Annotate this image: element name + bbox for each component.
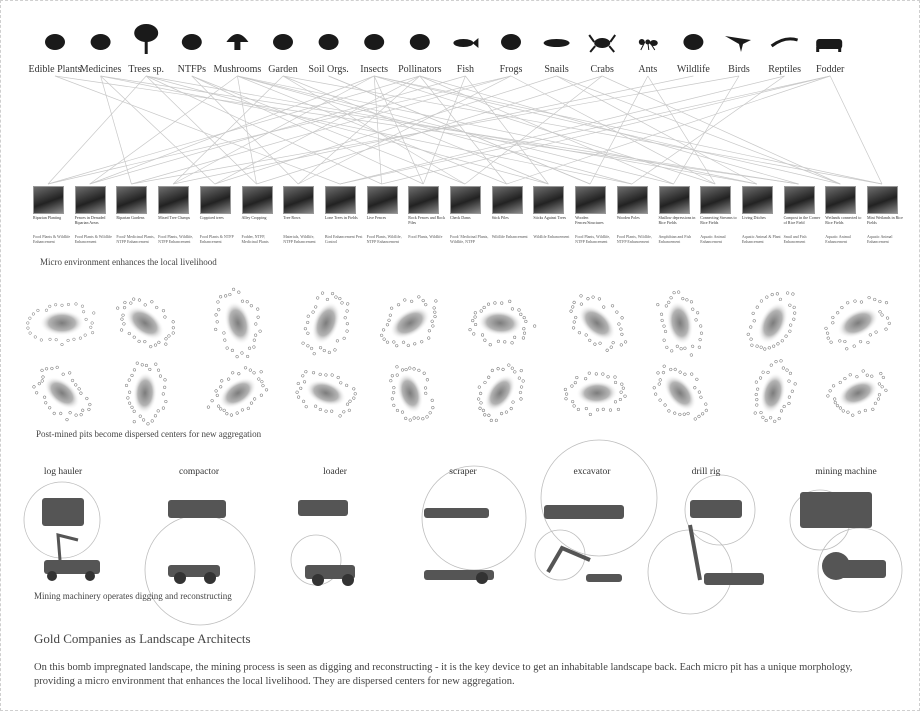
category-label: Frogs [499, 64, 523, 75]
machine-label: excavator [573, 467, 611, 477]
soil-organism-icon [319, 34, 339, 50]
micro-env-caption: Micro environment enhances the local livelihood [40, 257, 217, 267]
pit-blob [381, 357, 440, 427]
category-label: Edible Plants [28, 64, 82, 75]
ant-icon [639, 39, 658, 50]
environment-benefit: Wildlife Enhancement [491, 234, 528, 239]
machine-silhouette [168, 500, 226, 518]
environment-title: Wooden Poles [616, 215, 640, 220]
fish-icon [453, 38, 478, 48]
machine-label: scraper [449, 467, 477, 477]
pit-blob [466, 355, 536, 430]
environment-benefit: Food Plants & Wildlife Enhancement [33, 234, 71, 244]
machine-silhouette [544, 505, 624, 519]
environment-title: Fences in Denuded Riparian Areas [74, 215, 106, 225]
environment-benefit: Snail and Fish Enhancement [783, 234, 807, 244]
pit-blob [24, 356, 101, 430]
category-label: Wildlife [676, 64, 710, 75]
environment-title: Sticks Against Trees [533, 215, 567, 220]
environment-photo [200, 186, 231, 214]
machine-silhouette [305, 565, 355, 586]
pit-blob [27, 303, 96, 346]
frog-icon [501, 34, 521, 50]
environment-photo [492, 186, 523, 214]
environment-title: Wetlands connected to Rice Fields [825, 215, 862, 225]
pit-blob [739, 280, 807, 359]
category-label: Insects [360, 64, 389, 75]
environment-photo [158, 186, 189, 214]
environment-title: Stick Piles [491, 215, 509, 220]
description-paragraph: On this bomb impregnated landscape, the mining process is seen as digging and reconstructing - it is the key device to get an inhabitable landscape back. Each micro pit has a unique morphology, providing a micro environment that enhances the local livelihood. They are dispersed centers for new aggregation. [34, 662, 853, 687]
environment-title: Rock Fences and Rock Piles [408, 215, 446, 225]
category-label: Pollinators [398, 64, 442, 75]
environment-benefit: Food/ Medicinal Plants, Wildlife, NTFP [450, 234, 489, 244]
environment-title: Check Dams [450, 215, 471, 220]
environment-photo [575, 186, 606, 214]
environment-title: Living Ditches [741, 215, 766, 220]
machine-label: log hauler [43, 467, 83, 477]
operating-radius [648, 530, 732, 614]
machine-silhouette [42, 498, 84, 526]
environment-benefit: Wildlife Enhancement [533, 234, 570, 239]
category-label: Birds [728, 64, 750, 75]
reptile-icon [772, 39, 798, 46]
machine-label: drill rig [691, 467, 721, 477]
pit-blob [123, 361, 169, 426]
category-label: Snails [544, 64, 569, 75]
category-label: Fodder [816, 64, 845, 75]
machine-label: loader [323, 467, 347, 477]
garden-icon [273, 34, 293, 50]
environment-benefit: Food/ Medicinal Plants, NTFP Enhancement [116, 234, 155, 244]
environment-photo [700, 186, 731, 214]
environment-photo [283, 186, 314, 214]
machine-silhouette [800, 492, 872, 528]
machine-silhouette [424, 508, 489, 518]
machine-label: compactor [178, 467, 220, 477]
environment-photo [116, 186, 147, 214]
environment-benefit: Food Plants, Wildlife, NTFP Enhancement [366, 234, 402, 244]
wildlife-icon [683, 34, 703, 50]
category-label: NTFPs [177, 64, 206, 75]
environment-title: Compost in the Corner of Rice Field [783, 215, 821, 225]
category-label: Medicines [79, 64, 122, 75]
machine-silhouette [822, 552, 886, 580]
environment-benefit: Food Plants, Wildlife, NTFP Enhancement [158, 234, 194, 244]
environment-title: Mixed Tree Clumps [158, 215, 191, 220]
machine-silhouette [168, 565, 220, 584]
pit-blob [746, 355, 801, 427]
pit-blob [370, 284, 452, 360]
environment-title: Mini Wetlands in Rice Fields [867, 215, 903, 225]
pit-blob [822, 362, 895, 426]
environment-benefit: Aquatic Animal & Plant Enhancement [741, 234, 781, 244]
machinery-caption: Mining machinery operates digging and reconstructing [34, 591, 232, 601]
machine-label: mining machine [815, 467, 877, 477]
environment-photo [325, 186, 356, 214]
environment-photo [75, 186, 106, 214]
bird-icon [725, 36, 751, 52]
pit-morphologies [24, 280, 900, 431]
environment-benefit: Food Plants, Wildlife, NTFP Enhancement [616, 234, 652, 244]
environment-photo [408, 186, 439, 214]
environment-benefit: Aquatic Animal Enhancement [867, 234, 893, 244]
environment-title: Riparian Gardens [116, 215, 145, 220]
ntfp-icon [182, 34, 202, 50]
environment-benefit: Materials, Wildlife, NTFP Enhancement [283, 234, 316, 244]
environment-photo [867, 186, 898, 214]
environment-photo [367, 186, 398, 214]
machine-silhouette [44, 535, 100, 581]
category-label: Reptiles [768, 64, 801, 75]
pit-blob [816, 285, 900, 359]
environment-title: Alley Cropping [241, 215, 267, 220]
mushroom-icon [226, 34, 248, 50]
environment-title: Connecting Streams to Rice Fields [700, 215, 737, 225]
environment-benefit: Food Plants & NTFP Enhancement [199, 234, 234, 244]
category-label: Soil Orgs. [308, 64, 349, 75]
pit-blob [107, 286, 183, 358]
environment-photo [450, 186, 481, 214]
fodder-icon [816, 39, 842, 52]
pit-blob [198, 357, 276, 428]
environment-benefit: Amphibian and Fish Enhancement [658, 234, 692, 244]
operating-radius [541, 440, 657, 556]
environment-photo [825, 186, 856, 214]
pit-blob [467, 297, 538, 350]
machine-silhouette [690, 500, 742, 518]
machine-silhouette [424, 570, 494, 584]
environment-benefit: Food Plants & Wildlife Enhancement [74, 234, 112, 244]
insect-icon [364, 34, 384, 50]
category-label: Crabs [590, 64, 614, 75]
environment-photo [659, 186, 690, 214]
medicine-plant-icon [91, 34, 111, 50]
category-label: Trees sp. [128, 64, 165, 75]
pollinator-icon [410, 34, 430, 50]
crab-icon [589, 35, 615, 52]
environment-photo [784, 186, 815, 214]
environment-benefit: Fodder, NTFP, Medicinal Plants [241, 234, 269, 244]
environment-benefit: Food Plants, Wildlife [408, 234, 443, 239]
environment-title: Live Fences [366, 215, 387, 220]
environment-benefit: Aquatic Animal Enhancement [825, 234, 851, 244]
snail-icon [544, 39, 570, 47]
environment-title: Coppiced trees [199, 215, 224, 220]
environment-title: Shallow depressions in Rice Fields [658, 215, 696, 225]
environment-benefit: Aquatic Animal Enhancement [700, 234, 726, 244]
edible-plant-icon [45, 34, 65, 50]
pit-blob [295, 287, 360, 364]
category-label: Fish [456, 64, 474, 75]
environment-photo [742, 186, 773, 214]
environment-title: Riparian Planting [33, 215, 62, 220]
page-heading: Gold Companies as Landscape Architects [34, 631, 251, 646]
pit-blob [205, 283, 271, 365]
pit-blob [564, 371, 627, 417]
pit-blob [654, 287, 707, 361]
environment-photo [33, 186, 64, 214]
category-label: Ants [638, 64, 658, 75]
category-label: Mushrooms [213, 64, 262, 75]
environment-benefit: Bird Enhancement Pest Control [324, 234, 363, 244]
machine-silhouette [298, 500, 348, 516]
environment-photo [533, 186, 564, 214]
environment-photo [242, 186, 273, 214]
environment-title: Tree Rows [283, 215, 301, 220]
pit-blob [290, 364, 360, 422]
environment-benefit: Food Plants, Wildlife, NTFP Enhancement [575, 234, 611, 244]
tree-icon [134, 24, 158, 54]
environment-title: Wooden Fences/Structures [575, 215, 604, 225]
environment-photo [617, 186, 648, 214]
connection-lines [48, 76, 882, 184]
pit-blob [559, 283, 639, 361]
pit-blob [643, 354, 717, 431]
machine-silhouette [690, 525, 764, 585]
pits-caption: Post-mined pits become dispersed centers for new aggregation [36, 429, 262, 439]
environment-title: Lone Trees in Fields [324, 215, 358, 220]
category-label: Garden [268, 64, 298, 75]
